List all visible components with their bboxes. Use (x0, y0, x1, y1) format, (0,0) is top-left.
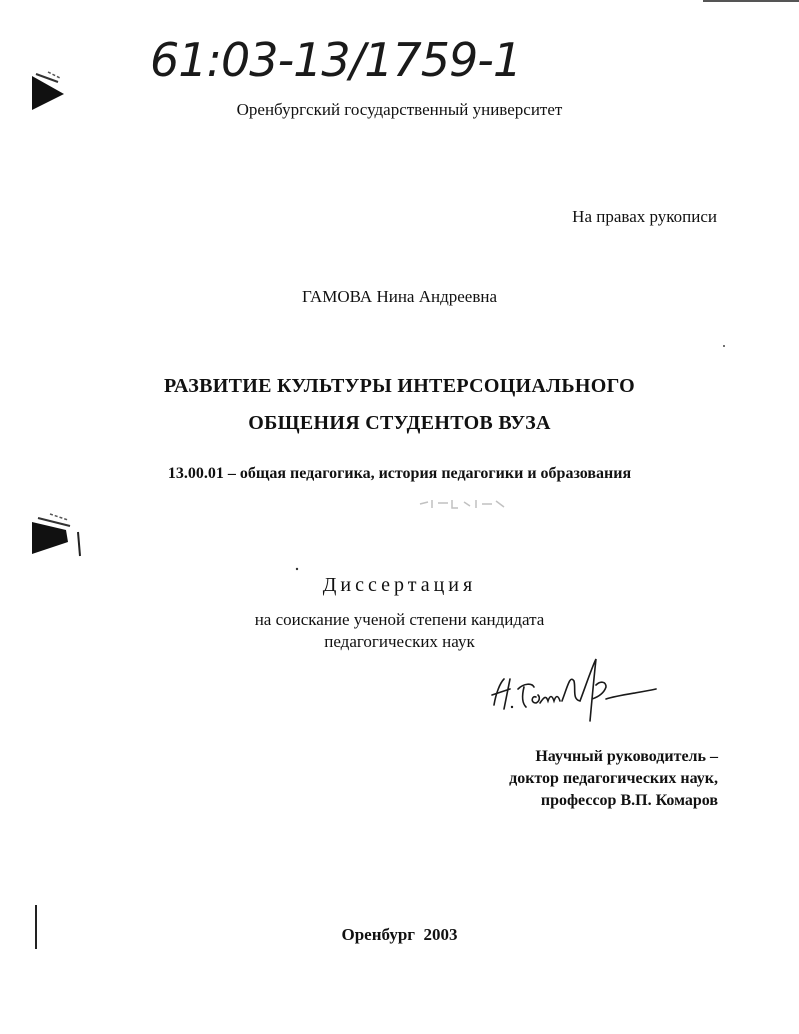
scan-edge-line (703, 0, 799, 2)
speck-mark-right (722, 344, 726, 348)
dissertation-title-line-1: РАЗВИТИЕ КУЛЬТУРЫ ИНТЕРСОЦИАЛЬНОГО (164, 375, 635, 397)
supervisor-degree: доктор педагогических наук, (509, 770, 718, 787)
city-and-year: Оренбург 2003 (341, 925, 458, 944)
punch-hole-mark-middle (30, 512, 86, 558)
archive-code-handwriting (148, 24, 528, 94)
degree-line-1: на соискание ученой степени кандидата (254, 610, 545, 629)
svg-text:61:03-13/1759-1: 61:03-13/1759-1 (150, 33, 522, 87)
speck-mark (294, 566, 300, 572)
dissertation-title-line-2: ОБЩЕНИЯ СТУДЕНТОВ ВУЗА (248, 412, 551, 434)
specialty-code: 13.00.01 – общая педагогика, история педагогики и образования (167, 465, 632, 482)
degree-line-2: педагогических наук (324, 632, 475, 651)
faded-stamp-mark (418, 494, 508, 512)
supervisor-name: профессор В.П. Комаров (540, 792, 718, 809)
university-name: Оренбургский государственный университет (236, 100, 563, 119)
author-signature (488, 655, 658, 725)
author-name: ГАМОВА Нина Андреевна (302, 287, 497, 306)
manuscript-rights-note: На правах рукописи (572, 207, 717, 226)
supervisor-role: Научный руководитель – (535, 748, 718, 765)
supervisor-block (509, 746, 718, 812)
document-type: Диссертация (322, 574, 477, 596)
